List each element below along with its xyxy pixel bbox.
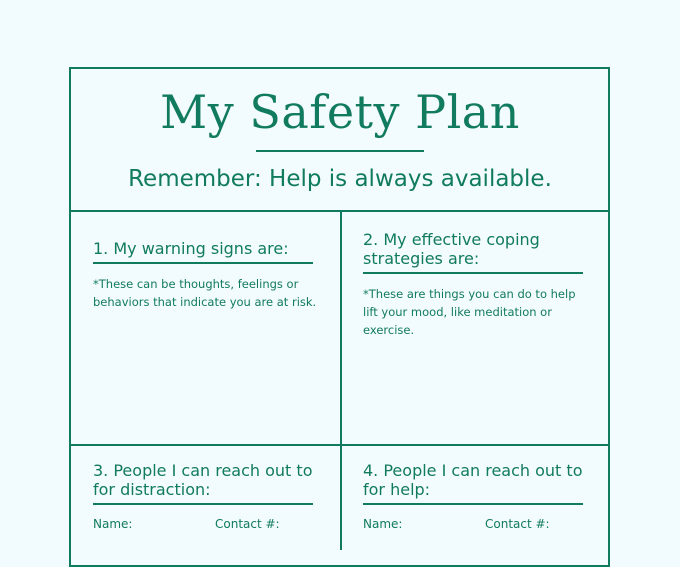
section-heading: 1. My warning signs are:: [93, 239, 313, 264]
contact-number-label: Contact #:: [485, 517, 550, 531]
section-heading: 4. People I can reach out to for help:: [363, 461, 583, 505]
page-subtitle: Remember: Help is always available.: [128, 166, 552, 192]
page-title: My Safety Plan: [160, 85, 520, 139]
column-divider: [340, 210, 342, 550]
section-heading: 3. People I can reach out to for distraction:: [93, 461, 313, 505]
section-help-contacts: [363, 461, 593, 531]
section-note: *These can be thoughts, feelings or behaviors that indicate you are at risk.: [93, 277, 317, 309]
section-distraction-contacts: [93, 461, 323, 531]
section-coping-strategies: [363, 230, 593, 339]
contact-number-label: Contact #:: [215, 517, 280, 531]
contact-row: [93, 517, 318, 531]
section-heading: 2. My effective coping strategies are:: [363, 230, 583, 274]
section-warning-signs: [93, 239, 323, 311]
contact-row: [363, 517, 588, 531]
name-label: Name:: [93, 517, 133, 531]
section-note: *These are things you can do to help lift your mood, like meditation or exercise.: [363, 287, 576, 337]
name-label: Name:: [363, 517, 403, 531]
title-underline: [256, 150, 424, 152]
